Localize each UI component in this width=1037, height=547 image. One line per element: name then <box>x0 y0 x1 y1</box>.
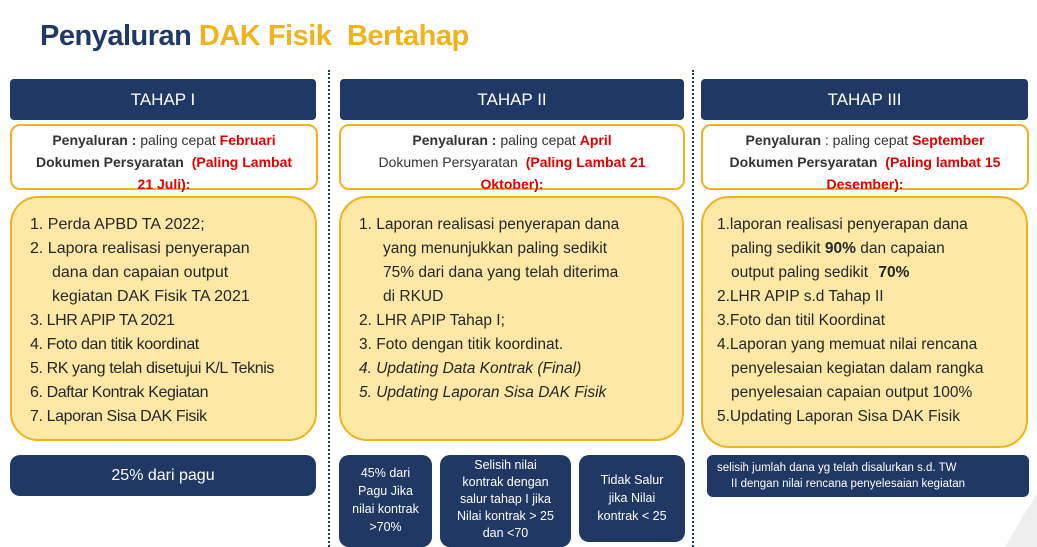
page-title <box>40 20 469 53</box>
tahap-3-info-box <box>701 124 1029 190</box>
condition-line: Selisih nilai <box>474 458 537 472</box>
condition-line: kontrak dengan <box>462 475 549 489</box>
tahap-3-deadline-line-2: Desember): <box>826 176 904 192</box>
condition-line: Pagu Jika <box>358 484 413 498</box>
tahap-1-deadline-line-2: 21 Juli): <box>137 176 191 192</box>
title-word-bertahap: Bertahap <box>346 20 469 52</box>
list-item: 5. Updating Laporan Sisa DAK Fisik <box>359 384 607 401</box>
tahap-1-info-box <box>10 124 318 190</box>
penyaluran-text: : paling cepat <box>824 132 909 148</box>
dokumen-label: Dokumen Persyaratan <box>35 154 184 170</box>
condition-line: 45% dari <box>360 466 411 480</box>
condition-line: nilai kontrak <box>352 502 419 516</box>
tahap-3-allocation-line-1: selisih jumlah dana yg telah disalurkan s.d. TW <box>717 462 957 474</box>
penyaluran-label: Penyaluran : <box>412 132 497 148</box>
tahap-2-penyaluran-line <box>341 129 683 151</box>
list-item-percent: 90% <box>824 240 856 257</box>
deadline-text: (Paling Lambat 21 <box>525 154 646 170</box>
tahap-2-deadline-line-2: Oktober): <box>480 176 544 192</box>
list-item: 3. Foto dengan titik koordinat. <box>359 336 564 353</box>
penyaluran-label: Penyaluran <box>745 132 822 148</box>
condition-line: kontrak < 25 <box>597 509 667 523</box>
dokumen-label: Dokumen Persyaratan <box>378 154 518 170</box>
penyaluran-month: Februari <box>219 132 276 148</box>
condition-line: Nilai kontrak > 25 <box>457 509 554 523</box>
condition-line: dan <70 <box>482 526 529 540</box>
tahap-2-requirements-box <box>339 196 684 441</box>
tahap-2-header <box>340 79 684 120</box>
list-item-text: paling sedikit <box>731 240 821 257</box>
title-word-penyaluran: Penyaluran <box>40 20 192 52</box>
list-item <box>731 264 909 282</box>
condition-line: jika Nilai <box>608 491 656 505</box>
tahap-3-allocation-line-2: II dengan nilai rencana penyelesaian kegiatan <box>731 478 966 490</box>
dokumen-label: Dokumen Persyaratan <box>729 154 878 170</box>
condition-line: Tidak Salur <box>600 473 664 487</box>
list-item: di RKUD <box>383 288 444 305</box>
deadline-text: (Paling lambat 15 <box>885 154 1001 170</box>
tahap-1-dokumen-line <box>12 151 316 173</box>
list-item: 7. Laporan Sisa DAK Fisik <box>30 408 207 425</box>
tahap-1-header <box>10 79 316 120</box>
tahap-1-requirements-box <box>10 196 317 441</box>
title-word-fisik: Fisik <box>267 20 332 52</box>
penyaluran-month: April <box>579 132 612 148</box>
list-item-text: dan capaian <box>860 240 945 257</box>
tahap-2-header-label: TAHAP II <box>477 89 547 109</box>
tahap-1-allocation-text: 25% dari pagu <box>111 467 215 484</box>
list-item <box>731 240 945 258</box>
penyaluran-text: paling cepat <box>140 132 216 148</box>
tahap-2-condition-box-2 <box>440 455 571 547</box>
list-item-percent: 70% <box>878 264 910 281</box>
list-item: 4. Foto dan titik koordinat <box>30 336 199 353</box>
tahap-3-penyaluran-line <box>703 129 1027 151</box>
column-divider <box>692 70 694 547</box>
list-item-text: output paling sedikit <box>731 264 869 281</box>
list-item: 2.LHR APIP s.d Tahap II <box>717 288 884 305</box>
list-item: penyelesaian kegiatan dalam rangka <box>731 360 984 377</box>
list-item: 2. Lapora realisasi penyerapan <box>30 240 250 257</box>
tahap-1-penyaluran-line <box>12 129 316 151</box>
list-item: 3. LHR APIP TA 2021 <box>30 312 175 329</box>
penyaluran-text: paling cepat <box>500 132 576 148</box>
list-item: 5.Updating Laporan Sisa DAK Fisik <box>717 408 960 425</box>
list-item: 4.Laporan yang memuat nilai rencana <box>717 336 978 353</box>
list-item: kegiatan DAK Fisik TA 2021 <box>52 288 250 305</box>
tahap-2-condition-box-1 <box>339 455 432 547</box>
list-item: penyelesaian capaian output 100% <box>731 384 973 401</box>
tahap-3-dokumen-line <box>703 151 1027 173</box>
tahap-3-header-label: TAHAP III <box>827 89 902 109</box>
penyaluran-label: Penyaluran : <box>52 132 137 148</box>
tahap-1-header-label: TAHAP I <box>130 89 196 109</box>
condition-line: >70% <box>369 520 402 534</box>
list-item: 3.Foto dan titil Koordinat <box>717 312 886 329</box>
list-item: 1. Laporan realisasi penyerapan dana <box>359 216 620 233</box>
list-item: 1.laporan realisasi penyerapan dana <box>717 216 968 233</box>
list-item: 1. Perda APBD TA 2022; <box>30 216 205 233</box>
penyaluran-month: September <box>912 132 985 148</box>
tahap-3-allocation-box <box>707 455 1029 497</box>
list-item: dana dan capaian output <box>52 264 229 281</box>
tahap-1-allocation-box <box>10 455 316 496</box>
tahap-3-header <box>701 79 1028 120</box>
tahap-2-dokumen-line <box>341 151 683 173</box>
tahap-2-info-box <box>339 124 685 190</box>
list-item: 4. Updating Data Kontrak (Final) <box>359 360 582 377</box>
condition-line: salur tahap I jika <box>459 492 552 506</box>
title-word-dak: DAK <box>198 20 261 52</box>
list-item: 6. Daftar Kontrak Kegiatan <box>30 384 209 401</box>
deadline-text: (Paling Lambat <box>191 154 293 170</box>
list-item: 2. LHR APIP Tahap I; <box>359 312 505 329</box>
tahap-2-condition-box-3 <box>579 455 685 542</box>
list-item: 75% dari dana yang telah diterima <box>383 264 619 281</box>
column-divider <box>328 70 330 547</box>
tahap-3-requirements-box <box>701 196 1028 448</box>
list-item: 5. RK yang telah disetujui K/L Teknis <box>30 360 275 377</box>
list-item: yang menunjukkan paling sedikit <box>383 240 608 257</box>
